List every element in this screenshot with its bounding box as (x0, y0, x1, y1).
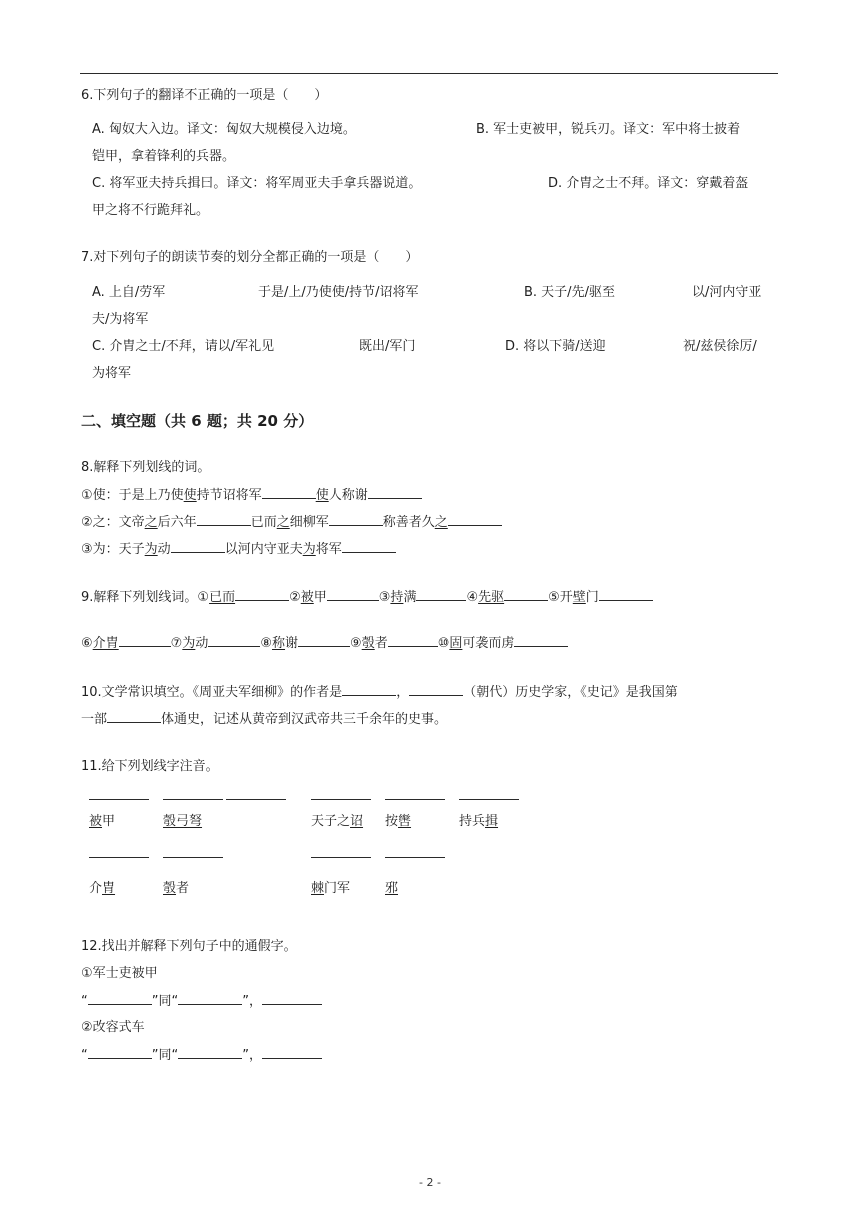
header-rule (80, 73, 778, 74)
q11-target: 诏 (350, 814, 364, 829)
q9-term: 持 (390, 590, 404, 605)
q9-term: 已而 (209, 590, 236, 605)
pinyin-blank[interactable] (163, 845, 223, 858)
q9-num: ③ (378, 590, 391, 605)
answer-blank[interactable] (409, 683, 463, 696)
answer-blank[interactable] (119, 634, 171, 647)
answer-blank[interactable] (342, 683, 396, 696)
q10-line-1 (81, 683, 678, 702)
quote-open: “ (81, 1048, 88, 1063)
q9-term-rest: 甲 (313, 590, 327, 605)
q11-rest: 天子之 (311, 814, 351, 829)
q11-stem: 11.给下列划线字注音。 (81, 759, 219, 774)
section-heading: 二、填空题（共 6 题；共 20 分） (81, 412, 314, 430)
answer-blank[interactable] (504, 588, 548, 601)
q8-line-3 (81, 540, 396, 559)
pinyin-blank[interactable] (311, 845, 371, 858)
tong-text: ”同“ (151, 1048, 179, 1063)
tong-text: ”同“ (151, 994, 179, 1009)
q12-sentence-1: ①军士吏被甲 (81, 966, 158, 981)
q9-num: ⑧ (260, 636, 273, 651)
q11-rest: 按 (385, 814, 399, 829)
q7-option-b-part2: 以/河内守亚 (692, 285, 762, 300)
answer-blank[interactable] (178, 992, 242, 1005)
answer-blank[interactable] (514, 634, 568, 647)
answer-blank[interactable] (327, 588, 379, 601)
q9-stem: 9.解释下列划线词。 (81, 590, 198, 605)
pinyin-blank[interactable] (163, 787, 223, 800)
answer-blank[interactable] (448, 513, 502, 526)
q8-stem: 8.解释下列划线的词。 (81, 460, 211, 475)
q11-word (459, 813, 498, 831)
q7-option-d-part1: D. 将以下骑/送迎 (505, 339, 606, 354)
answer-blank[interactable] (197, 513, 251, 526)
answer-blank[interactable] (235, 588, 289, 601)
q8-l1-target: 使 (183, 488, 197, 503)
answer-blank[interactable] (171, 540, 225, 553)
q6-option-d: D. 介胄之士不拜。译文：穿戴着盔 (548, 176, 749, 191)
q9-term: 介胄 (92, 636, 119, 651)
q11-target: 揖 (485, 814, 499, 829)
q7-option-a-part2: 于是/上/乃使使/持节/诏将军 (258, 285, 419, 300)
q10-text2: （朝代）历史学家，《史记》是我国第 (463, 685, 678, 700)
q11-word (385, 813, 411, 831)
answer-blank[interactable] (88, 992, 152, 1005)
q11-rest: 甲 (102, 814, 116, 829)
answer-blank[interactable] (388, 634, 438, 647)
pinyin-blank[interactable] (89, 787, 149, 800)
q8-l2-text2: 后六年 (157, 515, 197, 530)
q6-option-b-cont: 铠甲，拿着锋利的兵器。 (92, 149, 236, 164)
q9-term-rest: 谢 (285, 636, 299, 651)
q7-option-b-part1: B. 天子/先/驱至 (524, 285, 615, 300)
q11-word (163, 813, 202, 831)
answer-blank[interactable] (298, 634, 350, 647)
q9-term-rest: 满 (403, 590, 417, 605)
q7-option-a-part1: A. 上自/劳军 (92, 285, 166, 300)
q6-option-c: C. 将军亚夫持兵揖曰。译文：将军周亚夫手拿兵器说道。 (92, 176, 422, 191)
q11-word (311, 813, 363, 831)
q11-target: 辔 (398, 814, 412, 829)
q9-num: ⑩ (437, 636, 450, 651)
q12-answer-line-1 (81, 992, 322, 1011)
pinyin-blank[interactable] (385, 787, 445, 800)
q8-line-2 (81, 513, 502, 532)
q8-l1-text2: 持节诏将军 (196, 488, 262, 503)
q8-l3-text3: 以河内守亚夫 (224, 542, 303, 557)
q11-word (89, 880, 115, 898)
q7-stem: 7.对下列句子的朗读节奏的划分全都正确的一项是（ ） (81, 250, 419, 265)
pinyin-blank[interactable] (385, 845, 445, 858)
q9-term: 壁 (572, 590, 586, 605)
q12-sentence-2: ②改容式车 (81, 1020, 145, 1035)
q7-option-d-cont: 为将军 (92, 366, 132, 381)
q11-rest: 介 (89, 881, 103, 896)
pinyin-blank[interactable] (459, 787, 519, 800)
q6-option-d-cont: 甲之将不行跪拜礼。 (92, 203, 210, 218)
q9-num: ⑥ (81, 636, 93, 651)
q11-target: 被 (89, 814, 103, 829)
q11-word (89, 813, 115, 831)
answer-blank[interactable] (262, 486, 316, 499)
q10-line-2 (81, 710, 447, 729)
answer-blank[interactable] (368, 486, 422, 499)
q9-num: ① (197, 590, 210, 605)
answer-blank[interactable] (208, 634, 260, 647)
answer-blank[interactable] (342, 540, 396, 553)
q9-term: 固 (449, 636, 463, 651)
answer-blank[interactable] (416, 588, 466, 601)
q7-option-d-part2: 祝/兹侯徐厉/ (683, 339, 757, 354)
q11-target: 弩 (189, 814, 203, 829)
q7-option-c-part1: C. 介胄之士/不拜，请以/军礼见 (92, 339, 275, 354)
q9-num: ② (289, 590, 301, 605)
q9-term: 被 (300, 590, 314, 605)
q8-l3-target: 为 (144, 542, 158, 557)
quote-close: ”， (242, 1048, 262, 1063)
q8-l3-target2: 为 (302, 542, 316, 557)
q9-term: 先驱 (478, 590, 505, 605)
q9-num: ⑦ (170, 636, 183, 651)
quote-open: “ (81, 994, 88, 1009)
q11-target: 彀 (163, 881, 177, 896)
q8-l1-target2: 使 (315, 488, 329, 503)
answer-blank[interactable] (329, 513, 383, 526)
q8-l1-text: ①使：于是上乃使 (81, 488, 184, 503)
q6-option-b: B. 军士吏被甲，锐兵刃。译文：军中将士披着 (476, 122, 741, 137)
answer-blank[interactable] (262, 1046, 322, 1059)
q8-l2-target: 之 (144, 515, 158, 530)
q9-term: 彀 (361, 636, 375, 651)
q7-option-b-cont: 夫/为将军 (92, 312, 149, 327)
q9-term-rest: 动 (195, 636, 209, 651)
q11-word (385, 880, 398, 898)
q11-word (163, 880, 189, 898)
q9-term-rest: 可袭而虏 (462, 636, 515, 651)
q10-comma: ， (396, 685, 410, 700)
q9-term: 为 (182, 636, 196, 651)
q11-target: 邪 (385, 881, 399, 896)
answer-blank[interactable] (178, 1046, 242, 1059)
q8-l2-target3: 之 (434, 515, 448, 530)
q9-term: 称 (272, 636, 286, 651)
q11-rest: 门军 (324, 881, 351, 896)
q6-stem: 6.下列句子的翻译不正确的一项是（ ） (81, 88, 328, 103)
q10-text3: 一部 (81, 712, 108, 727)
page-number: - 2 - (419, 1176, 441, 1189)
q6-option-a: A. 匈奴大入边。译文：匈奴大规模侵入边境。 (92, 122, 356, 137)
pinyin-blank[interactable] (89, 845, 149, 858)
q10-text: 10.文学常识填空。《周亚夫军细柳》的作者是 (81, 685, 343, 700)
q8-l2-text5: 称善者久 (382, 515, 435, 530)
pinyin-blank[interactable] (226, 787, 286, 800)
q9-num: ⑤开 (548, 590, 573, 605)
q8-l2-target2: 之 (276, 515, 290, 530)
q12-answer-line-2 (81, 1046, 322, 1065)
q11-target: 胄 (102, 881, 116, 896)
q8-l1-text3: 人称谢 (328, 488, 368, 503)
q9-num: ④ (466, 590, 479, 605)
q11-rest: 者 (176, 881, 190, 896)
pinyin-blank[interactable] (311, 787, 371, 800)
q9-term-rest: 门 (585, 590, 599, 605)
q11-target: 棘 (311, 881, 325, 896)
q8-l3-text2: 动 (157, 542, 171, 557)
q8-l3-text: ③为：天子 (81, 542, 145, 557)
q9-term-rest: 者 (374, 636, 388, 651)
q8-l2-text3: 已而 (250, 515, 277, 530)
answer-blank[interactable] (262, 992, 322, 1005)
q7-option-c-part2: 既出/军门 (359, 339, 416, 354)
q9-line-1 (81, 588, 653, 607)
q11-rest: 持兵 (459, 814, 486, 829)
answer-blank[interactable] (107, 710, 161, 723)
q9-line-2 (81, 634, 568, 653)
q8-l2-text4: 细柳军 (289, 515, 329, 530)
q11-target: 彀弓 (163, 814, 190, 829)
q12-stem: 12.找出并解释下列句子中的通假字。 (81, 939, 297, 954)
q10-text4: 体通史，记述从黄帝到汉武帝共三千余年的史事。 (161, 712, 448, 727)
q8-l2-text: ②之：文帝 (81, 515, 145, 530)
answer-blank[interactable] (599, 588, 653, 601)
answer-blank[interactable] (88, 1046, 152, 1059)
q11-word (311, 880, 350, 898)
q8-l3-text4: 将军 (315, 542, 342, 557)
quote-close: ”， (242, 994, 262, 1009)
q9-num: ⑨ (350, 636, 362, 651)
q8-line-1 (81, 486, 422, 505)
